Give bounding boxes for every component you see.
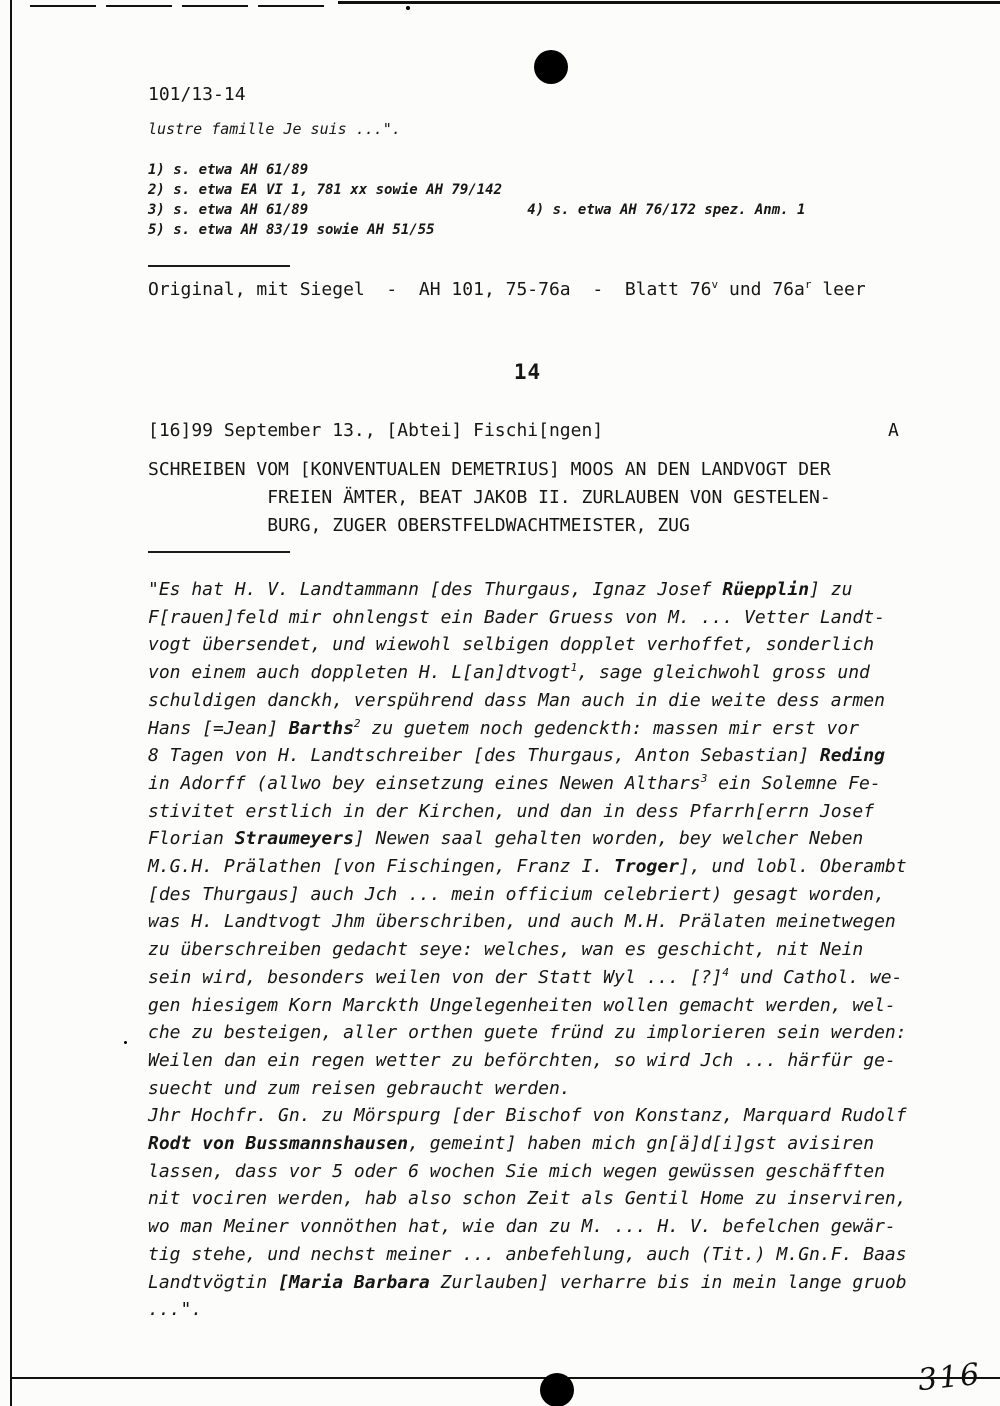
body-text-line: [des Thurgaus] auch Jch ... mein officium celebriert) gesagt worden, <box>148 883 885 905</box>
body-text-line: schuldigen danckh, verspührend dass Man auch in die weite dess armen <box>148 689 885 711</box>
body-text-line: zu überschreiben gedacht seye: welches, wan es geschicht, nit Nein <box>148 939 864 961</box>
quote-fragment-line: lustre famille Je suis ...". <box>148 120 401 138</box>
footnote-line: 2) s. etwa EA VI 1, 781 xx sowie AH 79/142 <box>148 182 503 198</box>
scan-border-top-dashed <box>30 5 332 7</box>
source-line: Original, mit Siegel - AH 101, 75-76a - Blatt 76$^v$ und $76a^r$ leer <box>148 278 866 300</box>
body-text-line: 8 Tagen von H. Landtschreiber [des Thurgaus, Anton Sebastian] Reding <box>148 745 885 767</box>
body-text-line: tig stehe, und nechst meiner ... anbefehlung, auch (Tit.) M.Gn.F. Baas <box>148 1243 907 1265</box>
body-text-line: wo man Meiner vonnöthen hat, wie dan zu M. ... H. V. befelchen gewär- <box>148 1216 896 1238</box>
divider-rule <box>148 551 290 553</box>
scan-border-top <box>338 1 1000 4</box>
entry-date-line: [16]99 September 13., [Abtei] Fischi[ngen] <box>148 420 604 441</box>
body-text-line: Hans [=Jean] Barths$^2$ zu guetem noch gedenckth: massen mir erst vor <box>148 716 860 739</box>
archive-reference-number: 101/13-14 <box>148 84 246 105</box>
entry-heading <box>148 456 831 540</box>
body-text-line: in Adorff (allwo bey einsetzung eines Newen Althars$^3$ ein Solemne Fe- <box>148 771 881 794</box>
body-text-line: Landtvögtin [Maria Barbara Zurlauben] verharre bis in mein lange gruob <box>148 1271 907 1293</box>
scan-border-bottom <box>10 1377 1000 1379</box>
body-text-line: Rodt von Bussmannshausen, gemeint] haben mich gn[ä]d[i]gst avisiren <box>148 1133 875 1155</box>
body-text <box>148 576 907 1324</box>
body-text-line: lassen, dass vor 5 oder 6 wochen Sie mich wegen gewüssen geschäfften <box>148 1160 885 1182</box>
body-text-line: "Es hat H. V. Landtammann [des Thurgaus, Ignaz Josef Rüepplin] zu <box>148 579 853 600</box>
handwritten-page-number: 316 <box>916 1356 983 1399</box>
scan-border-left <box>10 0 12 1406</box>
body-text-line: von einem auch doppleten H. L[an]dtvogt$^1$, sage gleichwohl gross und <box>148 661 870 684</box>
entry-heading-line: FREIEN ÄMTER, BEAT JAKOB II. ZURLAUBEN VON GESTELEN- <box>148 487 831 508</box>
body-text-line: Jhr Hochfr. Gn. zu Mörspurg [der Bischof von Konstanz, Marquard Rudolf <box>148 1105 907 1127</box>
body-text-line: nit vociren werden, hab also schon Zeit als Gentil Home zu inserviren, <box>148 1188 907 1210</box>
entry-heading-line: SCHREIBEN VOM [KONVENTUALEN DEMETRIUS] MOOS AN DEN LANDVOGT DER <box>148 459 831 480</box>
punch-hole-bottom-icon <box>540 1373 574 1406</box>
body-text-line: suecht und zum reisen gebraucht werden. <box>148 1077 571 1099</box>
body-text-line: stivitet erstlich in der Kirchen, und dan in dess Pfarrh[errn Josef <box>148 800 875 822</box>
footnote-line: 5) s. etwa AH 83/19 sowie AH 51/55 <box>148 222 435 238</box>
body-text-line: M.G.H. Prälathen [von Fischingen, Franz I. Troger], und lobl. Oberambt <box>148 856 907 878</box>
body-text-line: vogt übersendet, und wiewohl selbigen dopplet verhoffet, sonderlich <box>148 634 875 656</box>
body-text-line: ...". <box>148 1299 203 1321</box>
ink-speck <box>406 6 410 10</box>
footnote-line: 1) s. etwa AH 61/89 <box>148 162 309 178</box>
body-text-line: che zu besteigen, aller orthen guete fründ zu implorieren sein werden: <box>148 1022 907 1044</box>
body-text-line: was H. Landtvogt Jhm überschriben, und auch M.H. Prälaten meinetwegen <box>148 911 896 933</box>
footnote-line: 3) s. etwa AH 61/89 4) s. etwa AH 76/172 spez. Anm. 1 <box>148 202 806 218</box>
page-number: 14 <box>513 360 542 384</box>
entry-heading-line: BURG, ZUGER OBERSTFELDWACHTMEISTER, ZUG <box>148 515 690 536</box>
body-text-line: Florian Straumeyers] Newen saal gehalten worden, bey welcher Neben <box>148 828 864 850</box>
footnote-list <box>148 160 805 240</box>
ink-speck <box>124 1041 127 1044</box>
body-text-line: F[rauen]feld mir ohnlengst ein Bader Gruess von M. ... Vetter Landt- <box>148 606 885 628</box>
body-text-line: sein wird, besonders weilen von der Statt Wyl ... [?]$^4$ und Cathol. we- <box>148 965 903 988</box>
divider-rule <box>148 265 290 267</box>
body-text-line: gen hiesigem Korn Marckth Ungelegenheiten wollen gemacht werden, wel- <box>148 994 896 1016</box>
punch-hole-top-icon <box>534 50 568 84</box>
body-text-line: Weilen dan ein regen wetter zu beförchten, so wird Jch ... härfür ge- <box>148 1049 896 1071</box>
entry-marker: A <box>888 420 899 441</box>
